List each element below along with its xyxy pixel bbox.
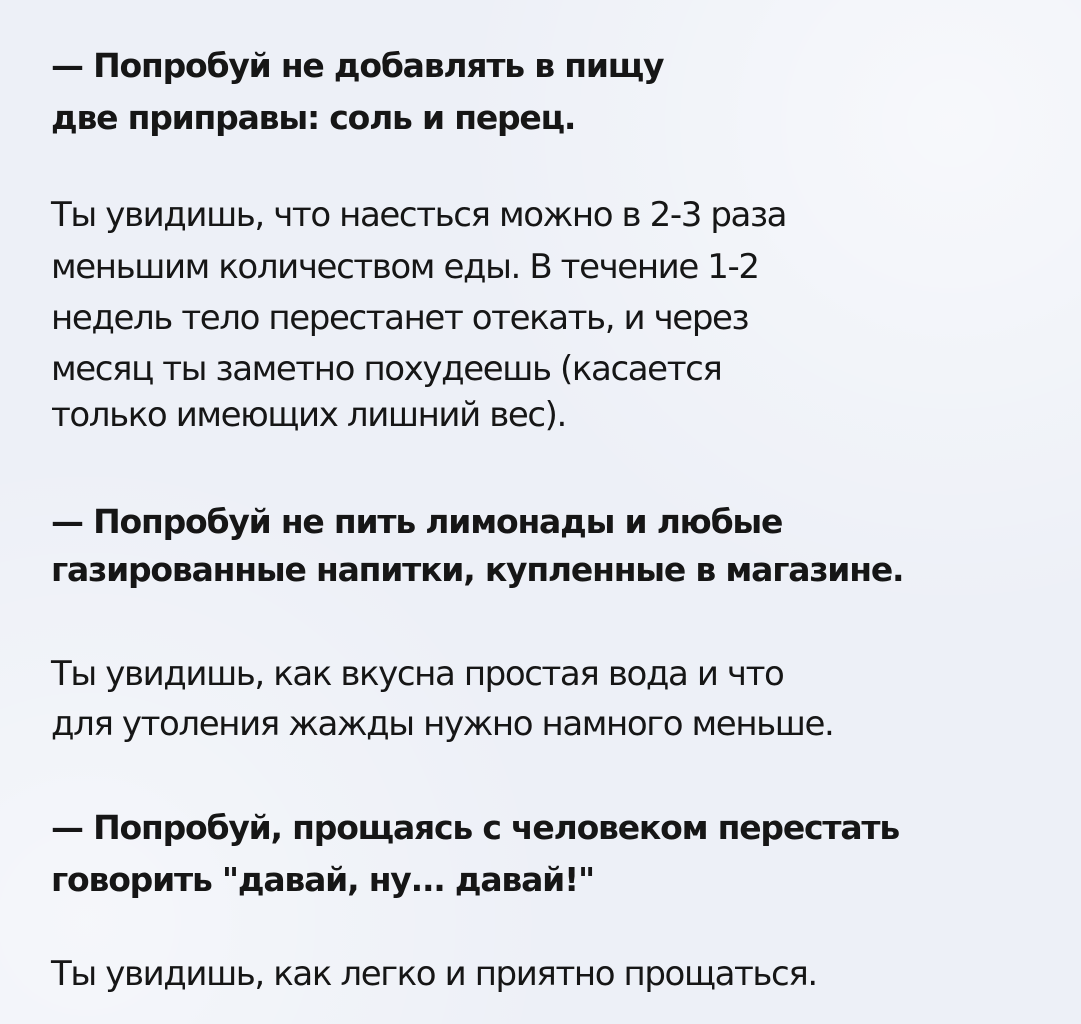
tip-1-body-line-2: меньшим количеством еды. В течение 1-2 [51, 247, 759, 287]
tip-1-heading-line-2: две приправы: соль и перец. [51, 98, 576, 137]
tip-2-heading-line-1: — Попробуй не пить лимонады и любые [51, 502, 783, 541]
tip-1-body-line-3: недель тело перестанет отекать, и через [51, 298, 749, 338]
tip-3-body-line-1: Ты увидишь, как легко и приятно прощаться. [51, 954, 817, 994]
tip-3-heading-line-1: — Попробуй, прощаясь с человеком перестать [51, 808, 899, 847]
tip-2-body-line-1: Ты увидишь, как вкусна простая вода и что [51, 654, 784, 694]
tip-1-body-line-4: месяц ты заметно похудеешь (касается [51, 349, 722, 389]
tip-2-heading-line-2: газированные напитки, купленные в магазине. [51, 550, 904, 589]
tip-1-body-line-5: только имеющих лишний вес). [51, 395, 566, 435]
tip-1-body-line-1: Ты увидишь, что наесться можно в 2-3 раза [51, 195, 787, 235]
tip-2-body-line-2: для утоления жажды нужно намного меньше. [51, 704, 834, 744]
tip-3-heading-line-2: говорить "давай, ну... давай!" [51, 860, 594, 899]
tip-1-heading-line-1: — Попробуй не добавлять в пищу [51, 46, 664, 85]
